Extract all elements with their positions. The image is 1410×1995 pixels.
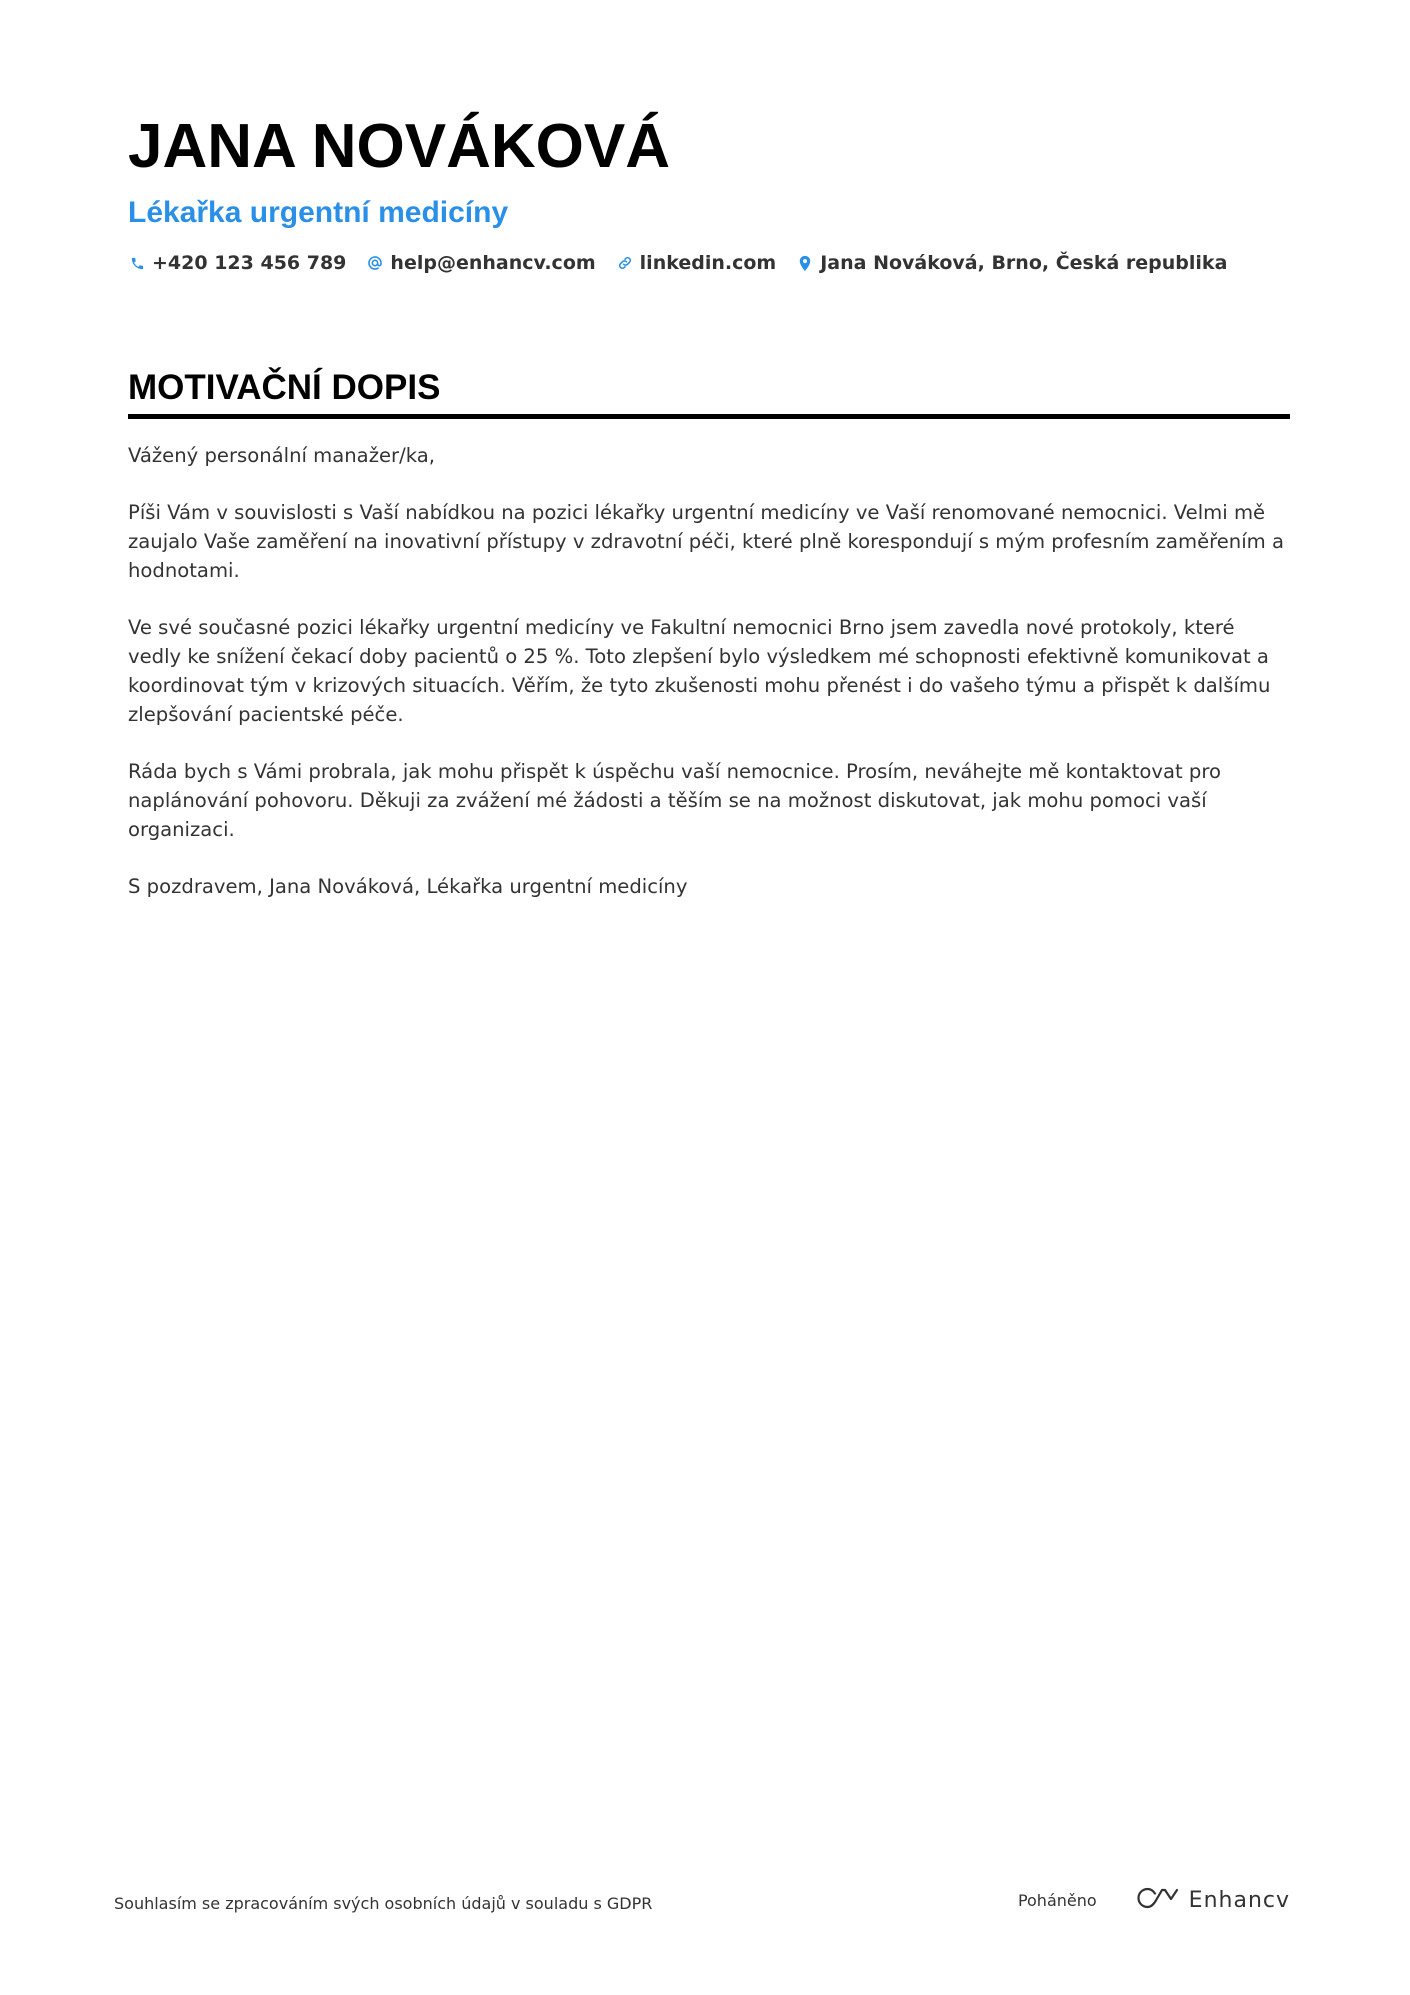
location-text: Jana Nováková, Brno, Česká republika: [820, 252, 1228, 274]
email-address: help@enhancv.com: [390, 252, 596, 274]
link-icon: [616, 254, 634, 272]
enhancv-logo[interactable]: [1135, 1886, 1290, 1914]
letter-closing: S pozdravem, Jana Nováková, Lékařka urgentní medicíny: [128, 875, 688, 898]
job-title: Lékařka urgentní medicíny: [128, 196, 509, 229]
letter-paragraph: Ráda bych s Vámi probrala, jak mohu přispět k úspěchu vaší nemocnice. Prosím, neváhejte mě kontaktovat pro naplánování pohovoru. Děkuji za zvážení mé žádosti a těším se na možnost diskutovat, jak mohu pomoci vaší organizaci.: [128, 760, 1221, 841]
linkedin-url: linkedin.com: [639, 252, 777, 274]
phone-icon: [128, 254, 146, 272]
letter-greeting: Vážený personální manažer/ka,: [128, 444, 435, 467]
letter-paragraph: Ve své současné pozici lékařky urgentní medicíny ve Fakultní nemocnici Brno jsem zavedla nové protokoly, které vedly ke snížení čekací doby pacientů o 25 %. Toto zlepšení bylo výsledkem mé schopnosti efektivně komunikovat a koordinovat tým v krizových situacích. Věřím, že tyto zkušenosti mohu přenést i do vašeho týmu a přispět k dalšímu zlepšování pacientské péče.: [128, 616, 1271, 726]
contact-email: [366, 252, 595, 274]
letter-paragraph: Píši Vám v souvislosti s Vaší nabídkou na pozici lékařky urgentní medicíny ve Vaší renomované nemocnici. Velmi mě zaujalo Vaše zaměření na inovativní přístupy v zdravotní péči, které plně korespondují s mým profesním zaměřením a hodnotami.: [128, 501, 1284, 582]
location-pin-icon: [796, 254, 814, 272]
enhancv-logo-icon: [1135, 1886, 1181, 1914]
candidate-name: JANA NOVÁKOVÁ: [128, 112, 670, 181]
contact-location: [796, 252, 1227, 274]
powered-by-label: Poháněno: [1017, 1890, 1097, 1910]
contact-phone: [128, 252, 346, 274]
section-title: MOTIVAČNÍ DOPIS: [128, 366, 1290, 419]
enhancv-logo-text: Enhancv: [1188, 1887, 1290, 1913]
at-icon: [366, 254, 384, 272]
contact-bar: [128, 252, 1288, 274]
letter-body: [128, 441, 1290, 929]
phone-number: +420 123 456 789: [152, 252, 347, 274]
powered-by: [1018, 1886, 1290, 1914]
gdpr-consent: Souhlasím se zpracováním svých osobních údajů v souladu s GDPR: [114, 1894, 653, 1913]
header: [128, 110, 1288, 274]
contact-linkedin: [616, 252, 777, 274]
